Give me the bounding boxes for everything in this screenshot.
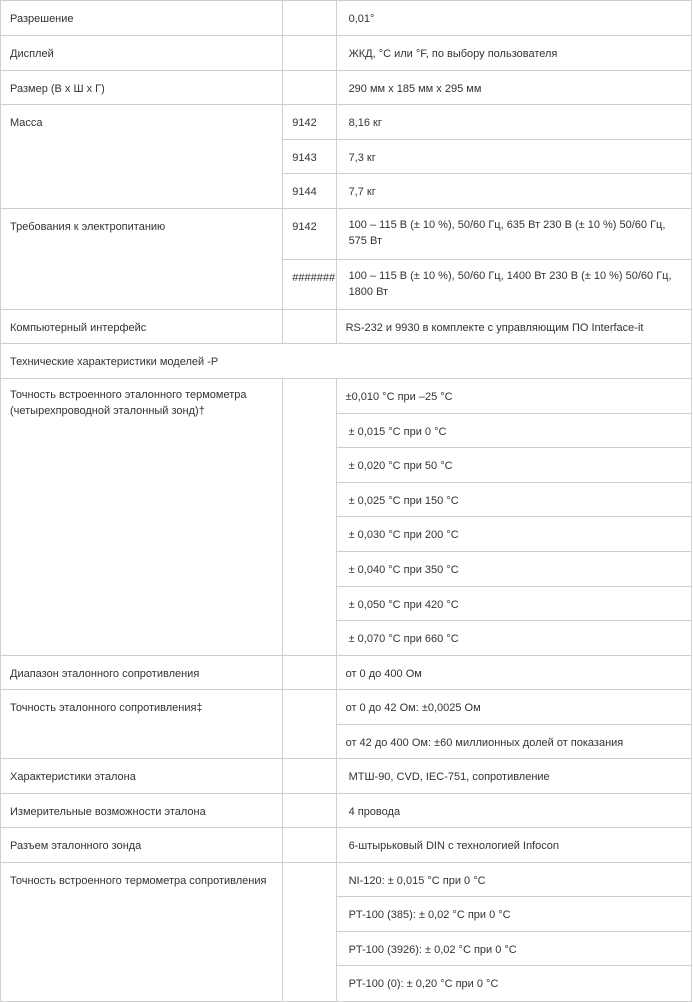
table-row-interface xyxy=(1,310,692,344)
table-section-header xyxy=(1,344,692,379)
row-value: от 42 до 400 Ом: ±60 миллионных долей от показания xyxy=(336,725,691,759)
row-value: ± 0,040 °C при 350 °C xyxy=(336,552,691,587)
table-row-power xyxy=(1,209,692,260)
table-row-ref-thermometer xyxy=(1,379,692,414)
row-label: Компьютерный интерфейс xyxy=(1,310,283,344)
row-label: Диапазон эталонного сопротивления xyxy=(1,656,283,690)
row-label: Требования к электропитанию xyxy=(1,209,283,310)
table-row-resolution xyxy=(1,1,692,36)
row-label: Дисплей xyxy=(1,36,283,71)
model-cell-empty xyxy=(283,828,336,863)
row-value: ± 0,025 °C при 150 °C xyxy=(336,483,691,517)
row-value: от 0 до 42 Ом: ±0,0025 Ом xyxy=(336,690,691,725)
row-value: ± 0,050 °C при 420 °C xyxy=(336,587,691,621)
row-value: 4 провода xyxy=(336,794,691,828)
model-cell-empty xyxy=(283,794,336,828)
model-cell: 9142 xyxy=(283,105,336,140)
table-row-ref-resistance-range xyxy=(1,656,692,690)
model-cell: 9142 xyxy=(283,209,336,260)
model-cell-empty xyxy=(283,36,336,71)
row-label: Масса xyxy=(1,105,283,209)
row-label: Точность эталонного сопротивления‡ xyxy=(1,690,283,759)
model-cell-empty xyxy=(283,379,336,656)
table-row-ref-resistance-accuracy xyxy=(1,690,692,725)
row-label: Размер (В x Ш x Г) xyxy=(1,71,283,105)
row-value: RS-232 и 9930 в комплекте с управляющим ПО Interface-it xyxy=(336,310,691,344)
row-label: Точность встроенного термометра сопротивления xyxy=(1,863,283,1002)
model-cell: 9144 xyxy=(283,174,336,209)
table-row-size xyxy=(1,71,692,105)
model-cell-empty xyxy=(283,759,336,794)
table-row-display xyxy=(1,36,692,71)
row-value: 7,3 кг xyxy=(336,140,691,174)
row-value: ± 0,070 °C при 660 °C xyxy=(336,621,691,656)
row-value: 7,7 кг xyxy=(336,174,691,209)
row-value: ± 0,020 °C при 50 °C xyxy=(336,448,691,483)
row-label: Измерительные возможности эталона xyxy=(1,794,283,828)
row-label: Разрешение xyxy=(1,1,283,36)
row-value: NI-120: ± 0,015 °C при 0 °C xyxy=(336,863,691,897)
row-value: PT-100 (0): ± 0,20 °C при 0 °C xyxy=(336,966,691,1002)
row-value: ±0,010 °C при –25 °C xyxy=(336,379,691,414)
table-row-ref-connector xyxy=(1,828,692,863)
row-value: ± 0,030 °C при 200 °C xyxy=(336,517,691,552)
model-cell-empty xyxy=(283,71,336,105)
row-value: 6-штырьковый DIN с технологией Infocon xyxy=(336,828,691,863)
row-value: от 0 до 400 Ом xyxy=(336,656,691,690)
row-label: Разъем эталонного зонда xyxy=(1,828,283,863)
row-value: ЖКД, °C или °F, по выбору пользователя xyxy=(336,36,691,71)
model-cell-empty xyxy=(283,310,336,344)
row-value: 0,01° xyxy=(336,1,691,36)
model-cell-empty xyxy=(283,656,336,690)
model-cell: 9143 xyxy=(283,140,336,174)
row-value: PT-100 (3926): ± 0,02 °C при 0 °C xyxy=(336,932,691,966)
table-row-rtd-accuracy xyxy=(1,863,692,897)
table-row-ref-measuring xyxy=(1,794,692,828)
section-title: Технические характеристики моделей -P xyxy=(1,344,692,379)
model-cell-empty xyxy=(283,1,336,36)
row-value: 100 – 115 В (± 10 %), 50/60 Гц, 1400 Вт 230 В (± 10 %) 50/60 Гц, 1800 Вт xyxy=(336,260,691,310)
row-label: Точность встроенного эталонного термометра (четырехпроводной эталонный зонд)† xyxy=(1,379,283,656)
model-cell: ####### xyxy=(283,260,336,310)
model-cell-empty xyxy=(283,690,336,759)
model-cell-empty xyxy=(283,863,336,1002)
row-value: 290 мм x 185 мм x 295 мм xyxy=(336,71,691,105)
row-label: Характеристики эталона xyxy=(1,759,283,794)
row-value: ± 0,015 °C при 0 °C xyxy=(336,414,691,448)
row-value: МТШ-90, CVD, IEC-751, сопротивление xyxy=(336,759,691,794)
row-value: 100 – 115 В (± 10 %), 50/60 Гц, 635 Вт 230 В (± 10 %) 50/60 Гц, 575 Вт xyxy=(336,209,691,260)
table-row-mass xyxy=(1,105,692,140)
row-value: 8,16 кг xyxy=(336,105,691,140)
row-value: PT-100 (385): ± 0,02 °C при 0 °C xyxy=(336,897,691,932)
table-row-ref-characteristics xyxy=(1,759,692,794)
